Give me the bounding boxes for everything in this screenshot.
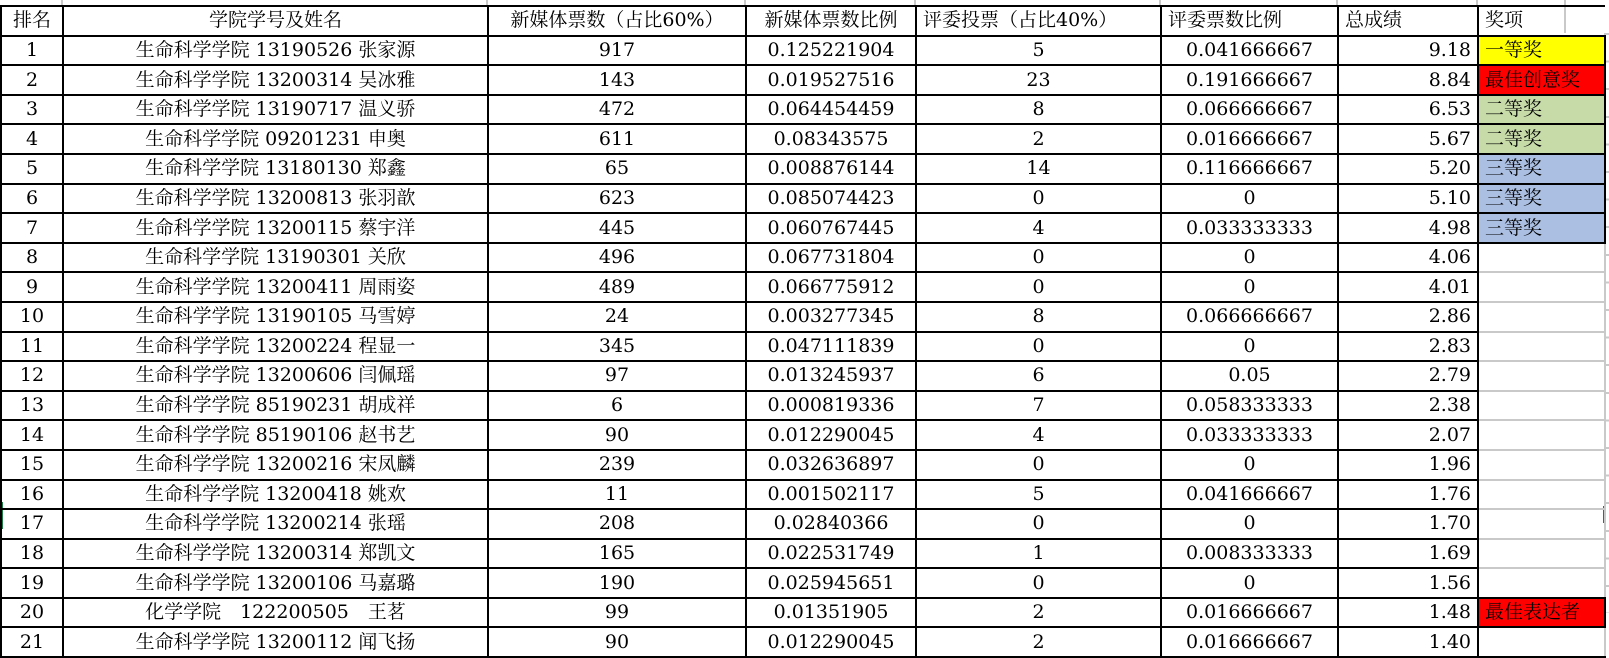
cell-rank[interactable]: 14	[1, 420, 63, 450]
cell-judge-votes[interactable]: 14	[916, 154, 1161, 184]
cell-name[interactable]: 生命科学学院 85190106 赵书艺	[63, 420, 488, 450]
cell-judge-votes[interactable]: 0	[916, 332, 1161, 362]
cell-media-ratio[interactable]: 0.02840366	[746, 509, 916, 539]
cell-judge-votes[interactable]: 4	[916, 420, 1161, 450]
cell-judge-votes[interactable]: 0	[916, 509, 1161, 539]
cell-media-votes[interactable]: 65	[488, 154, 746, 184]
cell-total[interactable]: 9.18	[1338, 36, 1478, 66]
cell-award[interactable]: 二等奖	[1478, 124, 1605, 154]
cell-media-ratio[interactable]: 0.08343575	[746, 124, 916, 154]
cell-judge-ratio[interactable]: 0.016666667	[1161, 598, 1338, 628]
cell-media-ratio[interactable]: 0.085074423	[746, 184, 916, 214]
cell-judge-ratio[interactable]: 0.058333333	[1161, 391, 1338, 421]
cell-judge-ratio[interactable]: 0.041666667	[1161, 36, 1338, 66]
cell-award[interactable]: 三等奖	[1478, 213, 1605, 243]
table-row	[1, 272, 1605, 302]
cell-total[interactable]: 1.96	[1338, 450, 1478, 480]
cell-award[interactable]	[1478, 480, 1605, 510]
cell-name[interactable]: 生命科学学院 13200112 闻飞扬	[63, 627, 488, 657]
table-row	[1, 332, 1605, 362]
cell-rank[interactable]: 20	[1, 598, 63, 628]
cell-name[interactable]: 生命科学学院 13190105 马雪婷	[63, 302, 488, 332]
cell-judge-ratio[interactable]: 0.066666667	[1161, 95, 1338, 125]
cell-media-ratio[interactable]: 0.000819336	[746, 391, 916, 421]
table-row	[1, 302, 1605, 332]
cell-name[interactable]: 生命科学学院 13190301 关欣	[63, 243, 488, 273]
cell-judge-ratio[interactable]: 0.008333333	[1161, 539, 1338, 569]
cell-name[interactable]: 生命科学学院 13190717 温义骄	[63, 95, 488, 125]
cell-award[interactable]	[1478, 272, 1605, 302]
cell-name[interactable]: 生命科学学院 13200106 马嘉璐	[63, 568, 488, 598]
cell-rank[interactable]: 9	[1, 272, 63, 302]
cell-award[interactable]	[1478, 420, 1605, 450]
cell-media-ratio[interactable]: 0.008876144	[746, 154, 916, 184]
cell-judge-ratio[interactable]: 0	[1161, 332, 1338, 362]
cell-total[interactable]: 2.86	[1338, 302, 1478, 332]
cell-rank[interactable]: 3	[1, 95, 63, 125]
table-row	[1, 420, 1605, 450]
cell-media-votes[interactable]: 143	[488, 65, 746, 95]
cell-media-ratio[interactable]: 0.032636897	[746, 450, 916, 480]
cell-award[interactable]	[1478, 568, 1605, 598]
cell-award[interactable]: 三等奖	[1478, 184, 1605, 214]
cell-judge-votes[interactable]: 23	[916, 65, 1161, 95]
cell-media-ratio[interactable]: 0.013245937	[746, 361, 916, 391]
cell-media-ratio[interactable]: 0.012290045	[746, 420, 916, 450]
cell-name[interactable]: 生命科学学院 13200115 蔡宇洋	[63, 213, 488, 243]
cell-judge-votes[interactable]: 0	[916, 243, 1161, 273]
cell-media-votes[interactable]: 165	[488, 539, 746, 569]
table-row	[1, 95, 1605, 125]
cell-media-ratio[interactable]: 0.001502117	[746, 480, 916, 510]
cell-media-votes[interactable]: 11	[488, 480, 746, 510]
cell-total[interactable]: 1.48	[1338, 598, 1478, 628]
table-row	[1, 627, 1605, 657]
cell-award[interactable]	[1478, 450, 1605, 480]
cell-rank[interactable]: 7	[1, 213, 63, 243]
cell-media-ratio[interactable]: 0.019527516	[746, 65, 916, 95]
cell-media-votes[interactable]: 623	[488, 184, 746, 214]
cell-media-ratio[interactable]: 0.022531749	[746, 539, 916, 569]
table-row	[1, 65, 1605, 95]
cell-judge-ratio[interactable]: 0.016666667	[1161, 124, 1338, 154]
cell-total[interactable]: 2.07	[1338, 420, 1478, 450]
cell-rank[interactable]: 17	[1, 509, 63, 539]
cell-media-ratio[interactable]: 0.064454459	[746, 95, 916, 125]
cell-name[interactable]: 生命科学学院 13200216 宋凤麟	[63, 450, 488, 480]
cell-total[interactable]: 5.20	[1338, 154, 1478, 184]
cell-total[interactable]: 8.84	[1338, 65, 1478, 95]
cell-total[interactable]: 1.69	[1338, 539, 1478, 569]
cell-total[interactable]: 5.10	[1338, 184, 1478, 214]
table-row	[1, 450, 1605, 480]
cell-judge-votes[interactable]: 0	[916, 184, 1161, 214]
table-row	[1, 509, 1605, 539]
cell-rank[interactable]: 2	[1, 65, 63, 95]
cell-name[interactable]: 生命科学学院 13200314 吴冰雅	[63, 65, 488, 95]
cell-judge-ratio[interactable]: 0.033333333	[1161, 213, 1338, 243]
cell-judge-votes[interactable]: 8	[916, 95, 1161, 125]
cell-judge-votes[interactable]: 5	[916, 480, 1161, 510]
cell-name[interactable]: 生命科学学院 13200411 周雨姿	[63, 272, 488, 302]
cell-judge-ratio[interactable]: 0	[1161, 184, 1338, 214]
table-row	[1, 391, 1605, 421]
cell-name[interactable]: 生命科学学院 13200813 张羽歆	[63, 184, 488, 214]
table-row	[1, 154, 1605, 184]
table-row	[1, 124, 1605, 154]
cell-media-ratio[interactable]: 0.125221904	[746, 36, 916, 66]
cell-rank[interactable]: 6	[1, 184, 63, 214]
cell-judge-ratio[interactable]: 0.016666667	[1161, 627, 1338, 657]
cell-rank[interactable]: 10	[1, 302, 63, 332]
header-media-ratio[interactable]: 新媒体票数比例	[746, 6, 916, 36]
cell-award[interactable]	[1478, 332, 1605, 362]
cell-name[interactable]: 生命科学学院 13200314 郑凯文	[63, 539, 488, 569]
cell-name[interactable]: 化学学院 122200505 王茗	[63, 598, 488, 628]
cell-rank[interactable]: 5	[1, 154, 63, 184]
cell-media-ratio[interactable]: 0.012290045	[746, 627, 916, 657]
table-row	[1, 213, 1605, 243]
cell-total[interactable]: 1.40	[1338, 627, 1478, 657]
cell-judge-votes[interactable]: 4	[916, 213, 1161, 243]
cell-award[interactable]	[1478, 391, 1605, 421]
cell-media-votes[interactable]: 208	[488, 509, 746, 539]
cell-judge-votes[interactable]: 0	[916, 568, 1161, 598]
cell-media-votes[interactable]: 6	[488, 391, 746, 421]
cell-judge-ratio[interactable]: 0.066666667	[1161, 302, 1338, 332]
cell-media-ratio[interactable]: 0.01351905	[746, 598, 916, 628]
cell-name[interactable]: 生命科学学院 13200224 程显一	[63, 332, 488, 362]
cell-judge-votes[interactable]: 2	[916, 124, 1161, 154]
cell-media-ratio[interactable]: 0.025945651	[746, 568, 916, 598]
cell-total[interactable]: 2.79	[1338, 361, 1478, 391]
cell-media-votes[interactable]: 489	[488, 272, 746, 302]
cell-total[interactable]: 2.38	[1338, 391, 1478, 421]
cell-rank[interactable]: 8	[1, 243, 63, 273]
cell-award[interactable]	[1478, 627, 1605, 657]
cell-name[interactable]: 生命科学学院 13200418 姚欢	[63, 480, 488, 510]
header-name[interactable]: 学院学号及姓名	[63, 6, 488, 36]
cell-judge-ratio[interactable]: 0.116666667	[1161, 154, 1338, 184]
cell-award[interactable]	[1478, 539, 1605, 569]
cell-total[interactable]: 1.70	[1338, 509, 1478, 539]
cell-award[interactable]	[1478, 509, 1605, 539]
table-row	[1, 361, 1605, 391]
header-media-votes[interactable]: 新媒体票数（占比60%）	[488, 6, 746, 36]
cell-award[interactable]: 一等奖	[1478, 36, 1605, 66]
cell-judge-ratio[interactable]: 0.191666667	[1161, 65, 1338, 95]
cell-name[interactable]: 生命科学学院 09201231 申奥	[63, 124, 488, 154]
cell-media-votes[interactable]: 24	[488, 302, 746, 332]
cell-name[interactable]: 生命科学学院 13200214 张瑶	[63, 509, 488, 539]
cell-total[interactable]: 6.53	[1338, 95, 1478, 125]
header-judge-votes[interactable]: 评委投票（占比40%）	[916, 6, 1161, 36]
cell-judge-ratio[interactable]: 0	[1161, 509, 1338, 539]
cell-rank[interactable]: 18	[1, 539, 63, 569]
cell-media-votes[interactable]: 90	[488, 420, 746, 450]
cell-media-votes[interactable]: 90	[488, 627, 746, 657]
cell-name[interactable]: 生命科学学院 13180130 郑鑫	[63, 154, 488, 184]
cell-rank[interactable]: 19	[1, 568, 63, 598]
cell-media-votes[interactable]: 190	[488, 568, 746, 598]
header-judge-ratio[interactable]: 评委票数比例	[1161, 6, 1338, 36]
cell-award[interactable]	[1478, 361, 1605, 391]
cell-judge-votes[interactable]: 7	[916, 391, 1161, 421]
cell-media-ratio[interactable]: 0.047111839	[746, 332, 916, 362]
cell-media-votes[interactable]: 917	[488, 36, 746, 66]
cell-media-votes[interactable]: 445	[488, 213, 746, 243]
cell-judge-ratio[interactable]: 0	[1161, 450, 1338, 480]
cell-judge-votes[interactable]: 6	[916, 361, 1161, 391]
cell-judge-votes[interactable]: 2	[916, 627, 1161, 657]
cell-rank[interactable]: 11	[1, 332, 63, 362]
cell-name[interactable]: 生命科学学院 13200606 闫佩瑶	[63, 361, 488, 391]
cell-judge-ratio[interactable]: 0.05	[1161, 361, 1338, 391]
cell-total[interactable]: 4.01	[1338, 272, 1478, 302]
cell-media-votes[interactable]: 472	[488, 95, 746, 125]
header-rank[interactable]: 排名	[1, 6, 63, 36]
cell-total[interactable]: 1.56	[1338, 568, 1478, 598]
cell-rank[interactable]: 15	[1, 450, 63, 480]
cell-judge-votes[interactable]: 0	[916, 450, 1161, 480]
cell-name[interactable]: 生命科学学院 85190231 胡成祥	[63, 391, 488, 421]
cell-judge-votes[interactable]: 0	[916, 272, 1161, 302]
cell-total[interactable]: 2.83	[1338, 332, 1478, 362]
cell-award[interactable]: 最佳表达者	[1478, 598, 1605, 628]
cell-award[interactable]	[1478, 302, 1605, 332]
cell-media-ratio[interactable]: 0.067731804	[746, 243, 916, 273]
cell-judge-ratio[interactable]: 0	[1161, 568, 1338, 598]
cell-judge-votes[interactable]: 2	[916, 598, 1161, 628]
cell-media-votes[interactable]: 345	[488, 332, 746, 362]
table-row	[1, 243, 1605, 273]
cell-media-votes[interactable]: 99	[488, 598, 746, 628]
cell-rank[interactable]: 4	[1, 124, 63, 154]
cell-media-votes[interactable]: 239	[488, 450, 746, 480]
cell-award[interactable]: 三等奖	[1478, 154, 1605, 184]
cell-award[interactable]: 最佳创意奖	[1478, 65, 1605, 95]
cell-media-votes[interactable]: 611	[488, 124, 746, 154]
cell-media-ratio[interactable]: 0.003277345	[746, 302, 916, 332]
cell-total[interactable]: 4.06	[1338, 243, 1478, 273]
table-row	[1, 480, 1605, 510]
cell-total[interactable]: 5.67	[1338, 124, 1478, 154]
cell-media-votes[interactable]: 97	[488, 361, 746, 391]
header-total[interactable]: 总成绩	[1338, 6, 1478, 36]
cell-rank[interactable]: 12	[1, 361, 63, 391]
cell-judge-votes[interactable]: 8	[916, 302, 1161, 332]
table-row	[1, 36, 1605, 66]
cell-judge-ratio[interactable]: 0	[1161, 243, 1338, 273]
cell-award[interactable]: 二等奖	[1478, 95, 1605, 125]
cell-judge-ratio[interactable]: 0	[1161, 272, 1338, 302]
cell-rank[interactable]: 13	[1, 391, 63, 421]
cell-media-ratio[interactable]: 0.066775912	[746, 272, 916, 302]
table-row	[1, 184, 1605, 214]
cell-name[interactable]: 生命科学学院 13190526 张家源	[63, 36, 488, 66]
cell-award[interactable]	[1478, 243, 1605, 273]
header-row	[1, 6, 1605, 36]
table-row	[1, 598, 1605, 628]
cell-rank[interactable]: 1	[1, 36, 63, 66]
cell-judge-votes[interactable]: 5	[916, 36, 1161, 66]
cell-total[interactable]: 1.76	[1338, 480, 1478, 510]
cell-judge-votes[interactable]: 1	[916, 539, 1161, 569]
cell-rank[interactable]: 16	[1, 480, 63, 510]
table-row	[1, 568, 1605, 598]
table-row	[1, 539, 1605, 569]
results-table	[0, 5, 1606, 658]
header-award[interactable]: 奖项	[1478, 6, 1605, 36]
cell-media-votes[interactable]: 496	[488, 243, 746, 273]
cell-rank[interactable]: 21	[1, 627, 63, 657]
cell-judge-ratio[interactable]: 0.033333333	[1161, 420, 1338, 450]
cell-judge-ratio[interactable]: 0.041666667	[1161, 480, 1338, 510]
cell-media-ratio[interactable]: 0.060767445	[746, 213, 916, 243]
cell-total[interactable]: 4.98	[1338, 213, 1478, 243]
